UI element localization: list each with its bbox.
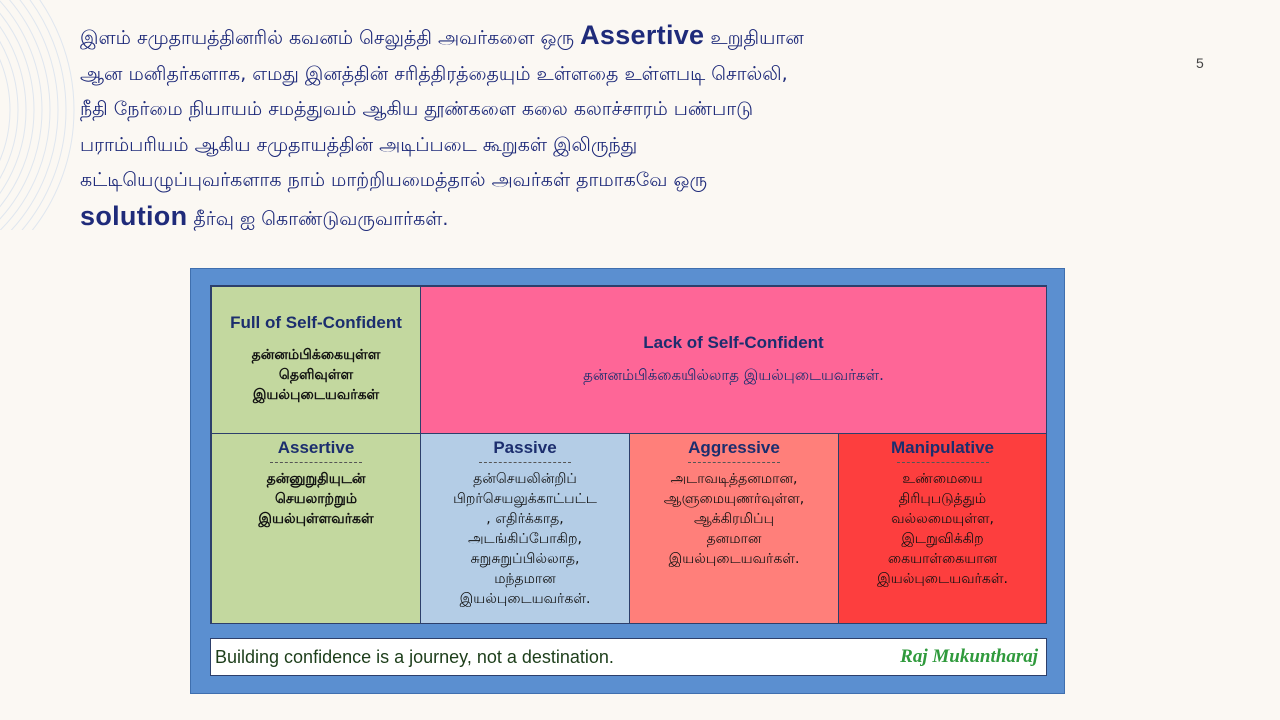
passive-text: தன்செயலின்றிப் பிறர்செயலுக்காட்பட்ட , எதிர்க்காத, அடங்கிப்போகிற, சுறுசுறுப்பில்லாத, மந்தமான இயல்புடையவர்கள்.	[453, 471, 597, 607]
passive-cell	[420, 433, 630, 624]
lack-text: தன்னம்பிக்கையில்லாத இயல்புடையவர்கள்.	[583, 366, 884, 384]
full-title: Full of Self-Confident	[230, 313, 402, 332]
lack-of-self-confident-cell	[420, 286, 1047, 434]
paragraph-line: solution தீர்வு ஐ கொண்டுவருவார்கள்.	[80, 200, 449, 231]
full-text: தன்னம்பிக்கையுள்ள தெளிவுள்ள இயல்புடையவர்கள்	[251, 347, 381, 403]
aggressive-title: Aggressive	[688, 438, 780, 457]
aggressive-cell	[629, 433, 839, 624]
page-number: 5	[1196, 55, 1204, 71]
paragraph-line: ஆன மனிதர்களாக, எமது இனத்தின் சரித்திரத்தையும் உள்ளதை உள்ளபடி சொல்லி,	[80, 62, 788, 85]
manipulative-cell	[838, 433, 1047, 624]
confidence-chart-frame	[190, 268, 1065, 694]
paragraph-line: கட்டியெழுப்புவர்களாக நாம் மாற்றியமைத்தால் அவர்கள் தாமாகவே ஒரு	[80, 169, 708, 191]
assertive-emphasis: Assertive	[580, 20, 705, 50]
solution-emphasis: solution	[80, 200, 188, 231]
passive-title: Passive	[493, 438, 557, 457]
assertive-text: தன்னுறுதியுடன் செயலாற்றும் இயல்புள்ளவர்கள்	[258, 471, 374, 527]
author-signature: Raj Mukuntharaj	[900, 646, 1038, 667]
quote-bar	[210, 638, 1047, 676]
paragraph-line: நீதி நேர்மை நியாயம் சமத்துவம் ஆகிய தூண்களை கலை கலாச்சாரம் பண்பாடு	[80, 98, 754, 120]
divider	[270, 462, 362, 463]
paragraph-line: பராம்பரியம் ஆகிய சமுதாயத்தின் அடிப்படை கூறுகள் இலிருந்து	[80, 133, 638, 156]
full-of-self-confident-cell	[211, 286, 421, 434]
quote-text: Building confidence is a journey, not a destination.	[215, 647, 614, 667]
divider	[688, 462, 780, 463]
manipulative-title: Manipulative	[891, 438, 994, 457]
aggressive-text: அடாவடித்தனமான, ஆளுமையுணர்வுள்ள, ஆக்கிரமிப்பு தனமான இயல்புடையவர்கள்.	[663, 471, 805, 567]
assertive-cell	[211, 433, 421, 624]
intro-paragraph	[80, 18, 1180, 237]
paragraph-line: இளம் சமுதாயத்தினரில் கவனம் செலுத்தி அவர்களை ஒரு Assertive உறுதியான	[80, 20, 804, 50]
assertive-title: Assertive	[277, 438, 355, 457]
manipulative-text: உண்மையை திரிபுபடுத்தும் வல்லமையுள்ள, இடறுவிக்கிற கையாள்கையான இயல்புடையவர்கள்.	[877, 471, 1008, 587]
confidence-grid	[210, 285, 1047, 624]
divider	[479, 462, 571, 463]
lack-title: Lack of Self-Confident	[643, 333, 824, 352]
decorative-arcs	[0, 0, 90, 230]
divider	[897, 462, 989, 463]
